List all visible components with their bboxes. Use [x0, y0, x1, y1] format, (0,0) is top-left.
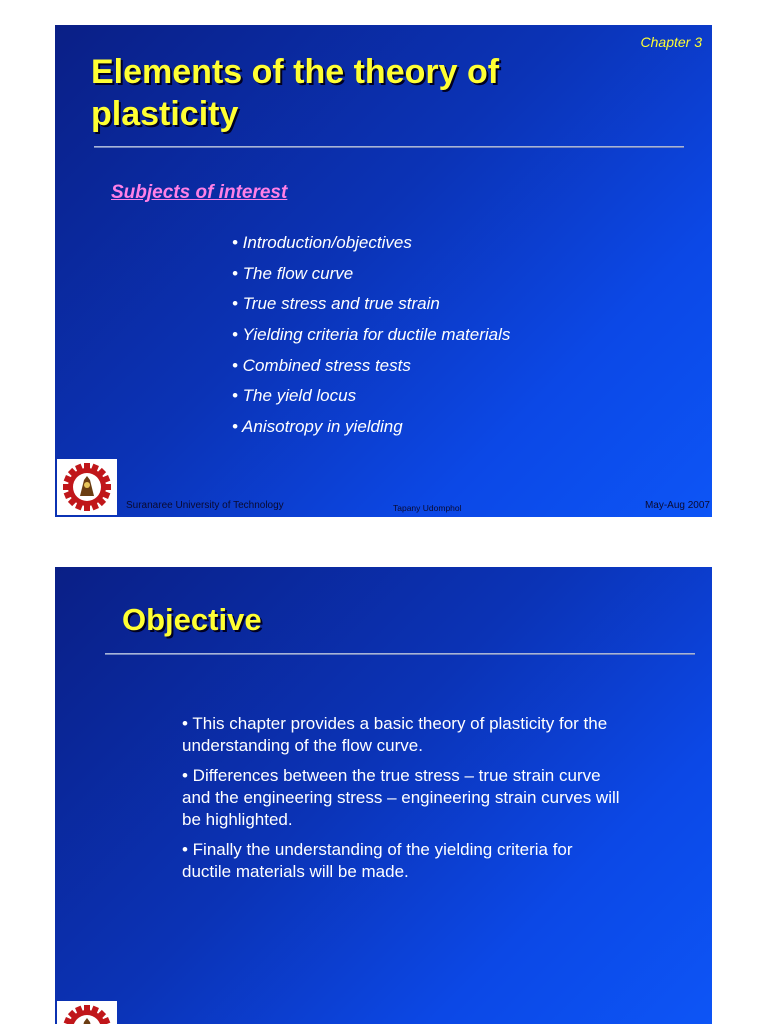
university-gear-emblem-icon	[57, 1001, 117, 1024]
slide-title: Elements of the theory of plasticity	[91, 53, 500, 133]
chapter-tag: Chapter 3	[640, 34, 702, 50]
footer-author: Tapany Udomphol	[393, 503, 462, 513]
topic-item: • Introduction/objectives	[232, 233, 412, 252]
topic-item: • The flow curve	[232, 263, 354, 283]
section-subtitle: Subjects of interest	[111, 182, 288, 203]
topic-item: • The yield locus	[232, 386, 357, 406]
slide-title: Objective	[122, 602, 262, 637]
slide-1	[55, 25, 712, 517]
title-divider	[94, 146, 684, 148]
footer-date: May-Aug 2007	[644, 500, 710, 511]
slide-2	[55, 567, 712, 1024]
topic-item: • True stress and true strain	[232, 294, 440, 314]
title-divider	[105, 653, 695, 655]
objective-item: • Finally the understanding of the yielding criteria for ductile materials will be made.	[182, 840, 573, 881]
topic-item: • Combined stress tests	[232, 355, 411, 375]
topic-list	[232, 232, 510, 447]
objective-item: • Differences between the true stress – true strain curve and the engineering stress – engineering strain curves will be highlighted.	[182, 766, 620, 829]
topic-item: • Anisotropy in yielding	[232, 417, 403, 437]
university-gear-emblem-icon	[57, 459, 117, 515]
objective-list	[182, 713, 622, 891]
topic-item: • Yielding criteria for ductile materials	[232, 325, 511, 345]
footer-institution: Suranaree University of Technology	[126, 500, 284, 511]
objective-item: • This chapter provides a basic theory of plasticity for the understanding of the flow curve.	[182, 714, 608, 755]
